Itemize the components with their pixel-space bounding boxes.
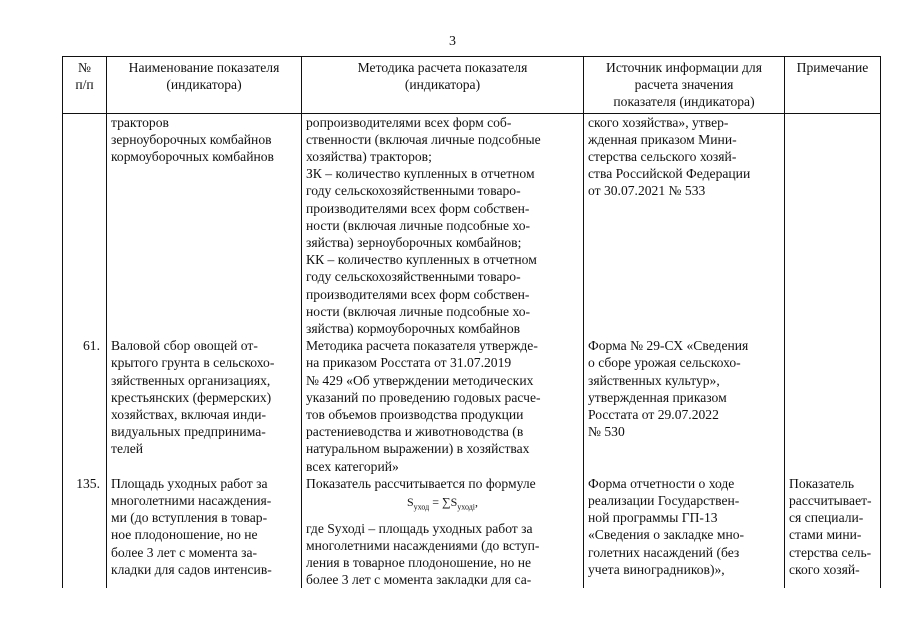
method-intro: Показатель рассчитывается по формуле — [306, 475, 536, 491]
page-number: 3 — [449, 34, 456, 49]
sum-formula: $S_{уход} = \sum S_{уходi}$, — [406, 495, 479, 512]
row-note: Показатель рассчитывает- ся специали- стами мини- стерства сель- ского хозяй- — [785, 475, 881, 589]
row-name: Валовой сбор овощей от- крытого грунта в сельскохо- зяйственных организациях, крестьянских (фермерских) хозяйствах, включая инди- видуальных предпринима- телей — [107, 337, 302, 475]
row-method: Показатель рассчитывается по формуле $S_{уход} = \sum S_{уходi}$, где Sуходi – площадь уходных работ за многолетними насаждениями (до вступ- ления в товарное плодоношение, но не более 3 лет с момента закладки для са- — [302, 475, 584, 589]
row-number: 135. — [63, 475, 107, 589]
header-name: Наименование показателя (индикатора) — [107, 57, 302, 114]
table-row — [63, 337, 881, 475]
row-method: ропроизводителями всех форм соб- ственности (включая личные подсобные хозяйства) тракторов; ЗК – количество купленных в отчетном году сельскохозяйственными товаро- производителями всех форм собствен- ности (включая личные подсобные хо- зяйства) зерноуборочных комбайнов; КК – количество купленных в отчетном году сельскохозяйственными товаро- производителями всех форм собствен- ности (включая личные подсобные хо- зяйства) кормоуборочных комбайнов — [302, 113, 584, 337]
header-num: № п/п — [63, 57, 107, 114]
table-header-row — [63, 57, 881, 114]
row-note — [785, 113, 881, 337]
row-source: Форма № 29-СХ «Сведения о сборе урожая сельскохо- зяйственных культур», утвержденная приказом Росстата от 29.07.2022 № 530 — [584, 337, 785, 475]
header-source: Источник информации для расчета значения показателя (индикатора) — [584, 57, 785, 114]
table-row — [63, 113, 881, 337]
table-row — [63, 475, 881, 589]
row-source: ского хозяйства», утвер- жденная приказом Мини- стерства сельского хозяй- ства Российской Федерации от 30.07.2021 № 533 — [584, 113, 785, 337]
row-number — [63, 113, 107, 337]
row-source: Форма отчетности о ходе реализации Государствен- ной программы ГП-13 «Сведения о закладке мно- голетних насаждений (без учета виноградников)», — [584, 475, 785, 589]
row-name: Площадь уходных работ за многолетними насаждения- ми (до вступления в товар- ное плодоношение, но не более 3 лет с момента за- кладки для садов интенсив- — [107, 475, 302, 589]
row-note — [785, 337, 881, 475]
row-name: тракторов зерноуборочных комбайнов кормоуборочных комбайнов — [107, 113, 302, 337]
header-method: Методика расчета показателя (индикатора) — [302, 57, 584, 114]
row-method: Методика расчета показателя утвержде- на приказом Росстата от 31.07.2019 № 429 «Об утверждении методических указаний по проведению годовых расче- тов объемов производства продукции растениеводства и животноводства (в натуральном выражении) в хозяйствах всех категорий» — [302, 337, 584, 475]
row-number: 61. — [63, 337, 107, 475]
indicators-table — [62, 56, 881, 588]
header-note: Примечание — [785, 57, 881, 114]
